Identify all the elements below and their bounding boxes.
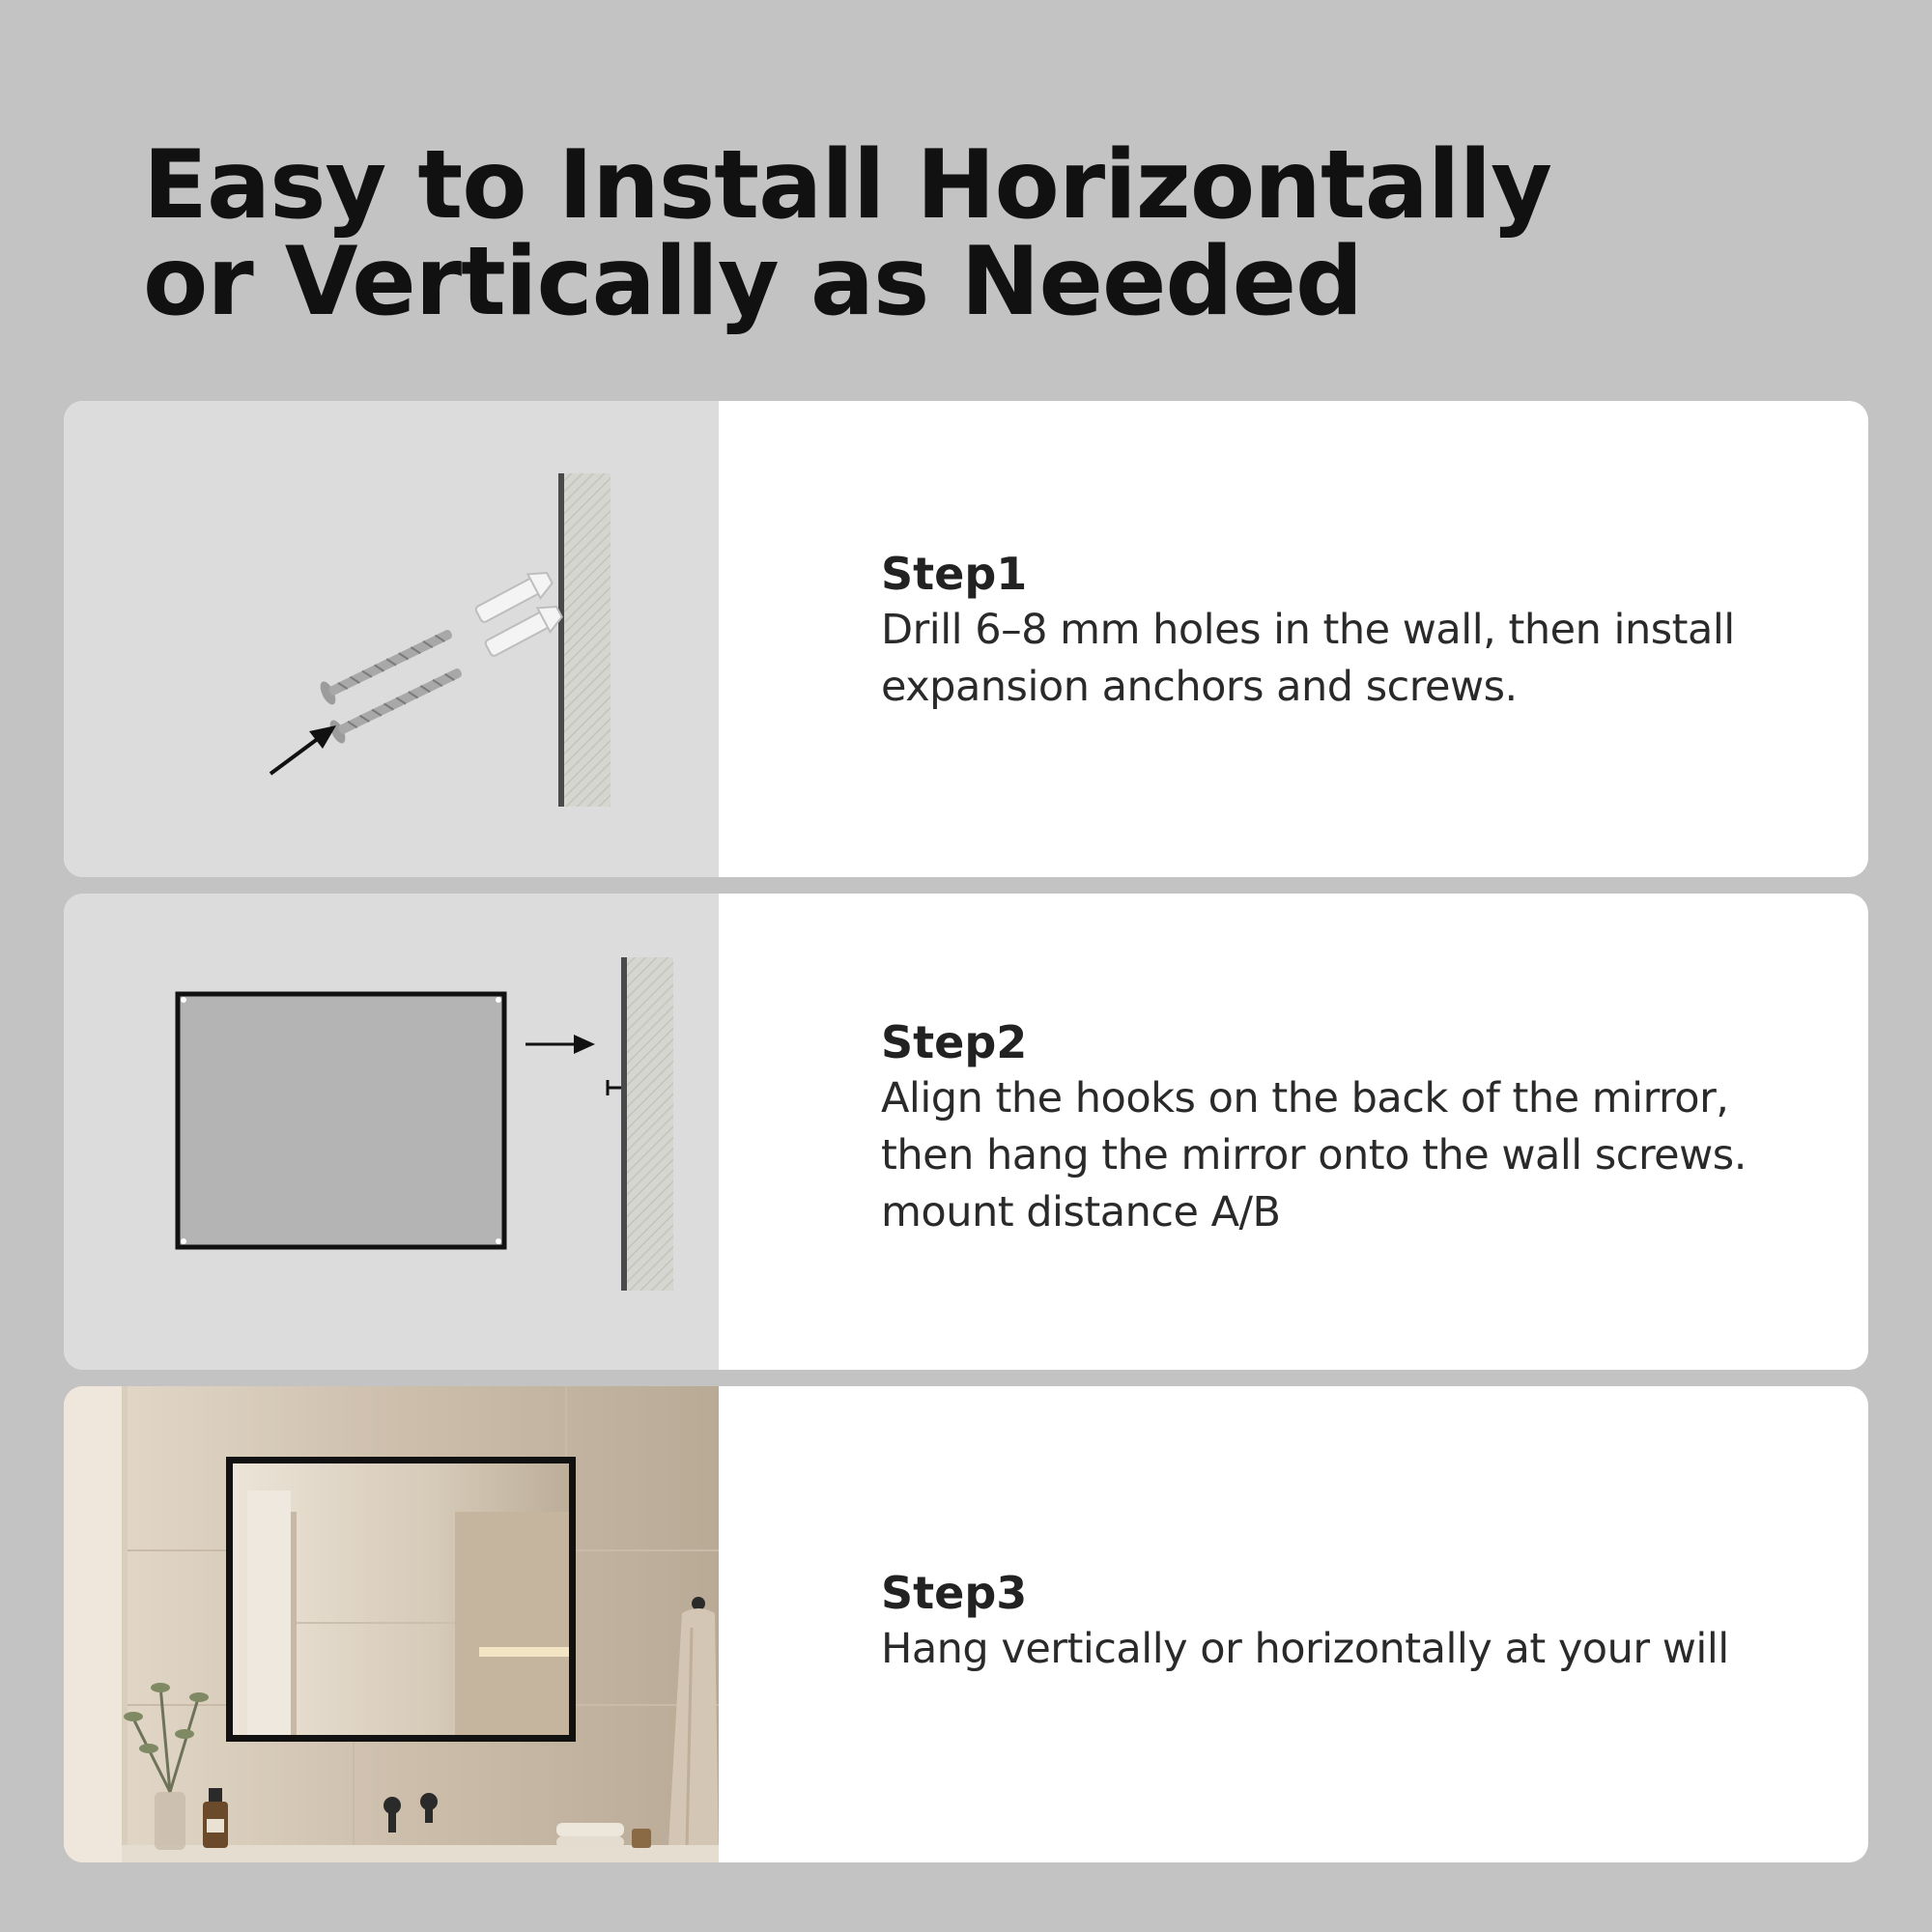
arrow-icon bbox=[526, 1035, 595, 1054]
step2-title: Step2 bbox=[881, 1016, 1028, 1068]
step2-illustration bbox=[64, 894, 719, 1370]
step2-line-2: then hang the mirror onto the wall screws. bbox=[881, 1131, 1747, 1179]
step2-line-1: Align the hooks on the back of the mirror, bbox=[881, 1074, 1729, 1122]
page-title bbox=[143, 130, 1551, 337]
step3-text bbox=[881, 1565, 1810, 1678]
step2-text bbox=[881, 1014, 1810, 1241]
step1-title: Step1 bbox=[881, 548, 1028, 600]
step1-illustration bbox=[64, 401, 719, 877]
wall-screw-icon bbox=[608, 1080, 621, 1095]
page-title-line-2: or Vertically as Needed bbox=[143, 227, 1363, 337]
step3-title: Step3 bbox=[881, 1567, 1028, 1619]
step1-text bbox=[881, 546, 1810, 716]
bathroom-photo-icon bbox=[64, 1386, 719, 1862]
step3-card bbox=[64, 1386, 1868, 1862]
step2-line-3: mount distance A/B bbox=[881, 1188, 1281, 1236]
screw-icon bbox=[317, 622, 456, 707]
wall-screws-anchors-icon bbox=[64, 401, 719, 877]
step3-line-1: Hang vertically or horizontally at your will bbox=[881, 1625, 1729, 1673]
step1-line-1: Drill 6–8 mm holes in the wall, then install bbox=[881, 606, 1735, 654]
mirror-icon bbox=[178, 994, 504, 1247]
arrow-icon bbox=[270, 725, 336, 774]
step3-photo bbox=[64, 1386, 719, 1862]
step2-card bbox=[64, 894, 1868, 1370]
screw-icon bbox=[327, 661, 466, 746]
page-title-line-1: Easy to Install Horizontally bbox=[143, 130, 1551, 241]
step1-card bbox=[64, 401, 1868, 877]
step1-line-2: expansion anchors and screws. bbox=[881, 663, 1518, 711]
mirror-to-wall-icon bbox=[64, 894, 719, 1370]
framed-mirror-icon bbox=[226, 1457, 576, 1742]
